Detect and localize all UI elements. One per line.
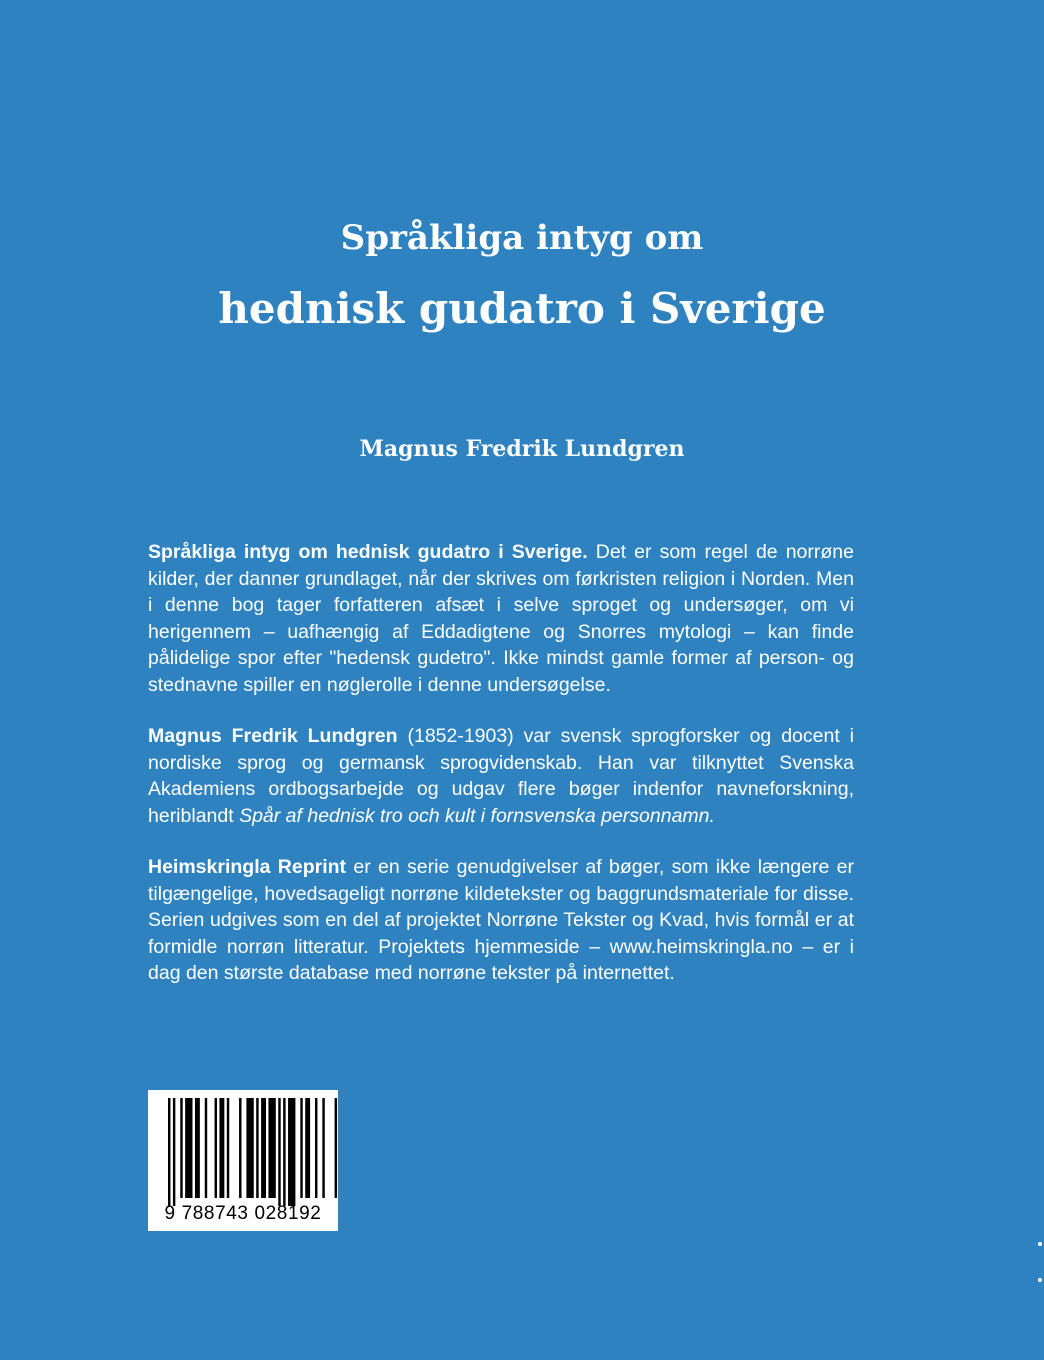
author-bio-paragraph xyxy=(148,723,854,829)
edge-dot xyxy=(1038,1278,1042,1282)
author-bio-text: (1852-1903) var svensk sprogforsker og docent i nordiske sprog og germansk sprogvidenskab. Han var tilknyttet Svenska Akademiens ordbogsarbejde og udgav flere bøger indenfor navneforskning, heriblandt xyxy=(148,725,855,827)
barcode-bar xyxy=(219,1098,224,1198)
author-name: Magnus Fredrik Lundgren xyxy=(359,436,685,462)
title-line-1: Språkliga intyg om xyxy=(340,218,704,258)
description-paragraph xyxy=(148,539,854,699)
edge-dot xyxy=(1038,1242,1042,1246)
barcode-digits: 9 788743 028192 xyxy=(164,1203,322,1224)
barcode-bar xyxy=(322,1098,324,1198)
author-bio-book-title: Spår af hednisk tro och kult i fornsvenska personnamn. xyxy=(239,804,715,827)
barcode-bar xyxy=(173,1098,175,1206)
barcode-bar xyxy=(239,1098,241,1198)
barcode-bar xyxy=(305,1098,310,1198)
series-paragraph xyxy=(148,854,854,987)
barcode-bar xyxy=(288,1098,295,1206)
barcode-bar xyxy=(256,1098,258,1198)
barcode-bar xyxy=(195,1098,200,1198)
barcode-bar xyxy=(246,1098,253,1198)
barcode-bar xyxy=(185,1098,192,1198)
description-lead: Språkliga intyg om hednisk gudatro i Sverige. xyxy=(148,541,588,563)
barcode-bar xyxy=(205,1098,207,1198)
series-text: er en serie genudgivelser af bøger, som ikke længere er tilgængelige, hovedsageligt norrøne kildetekster og baggrundsmateriale for disse. Serien udgives som en del af projektet Norrøne Tekster og Kvad, hvis formål er at formidle norrøn litteratur. Projektets hjemmeside – www.heimskringla.no – er i dag den største database med norrøne tekster på internettet. xyxy=(148,856,854,985)
barcode-bar xyxy=(268,1098,275,1198)
barcode-bar xyxy=(335,1098,337,1198)
barcode-bar xyxy=(215,1098,217,1198)
barcode-bar xyxy=(315,1098,317,1198)
barcode-bar xyxy=(283,1098,285,1206)
barcode-bar xyxy=(278,1098,280,1206)
barcode-bar xyxy=(180,1098,182,1198)
barcode-bar xyxy=(168,1098,170,1206)
barcode-bar xyxy=(261,1098,266,1198)
barcode-bar xyxy=(300,1098,302,1198)
barcode xyxy=(148,1090,338,1231)
series-lead: Heimskringla Reprint xyxy=(148,856,347,878)
description-text: Det er som regel de norrøne kilder, der danner grundlaget, når der skrives om førkristen religion i Norden. Men i denne bog tager forfatteren afsæt i selve sproget og undersøger, om vi herigennem – uafhængig af Eddadigtene og Snorres mytologi – kan finde pålidelige spor efter "hedensk gudetro". Ikke mindst gamle former af person- og stednavne spiller en nøglerolle i denne undersøgelse. xyxy=(148,541,854,696)
barcode-bar xyxy=(227,1098,229,1198)
author-bio-lead: Magnus Fredrik Lundgren xyxy=(148,725,398,747)
title-line-2: hednisk gudatro i Sverige xyxy=(218,284,826,333)
